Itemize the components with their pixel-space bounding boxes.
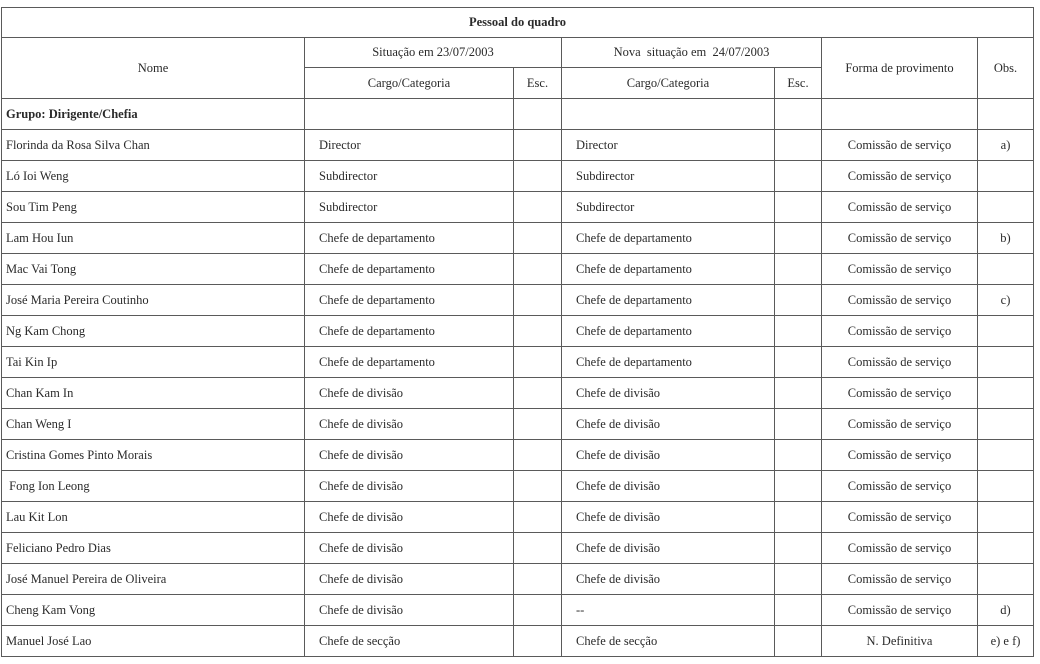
cell-obs: [978, 316, 1034, 347]
cell-cargo: Chefe de departamento: [305, 254, 514, 285]
cell-esc: [514, 440, 562, 471]
cell-novo-esc: [775, 285, 822, 316]
cell-nome: Cheng Kam Vong: [2, 595, 305, 626]
cell-forma: Comissão de serviço: [822, 533, 978, 564]
cell-novo-cargo: Chefe de divisão: [562, 409, 775, 440]
cell-cargo: Chefe de departamento: [305, 285, 514, 316]
cell-esc: [514, 130, 562, 161]
cell-obs: [978, 161, 1034, 192]
cell-obs: [978, 533, 1034, 564]
cell-cargo: Chefe de divisão: [305, 533, 514, 564]
cell-nome: Lam Hou Iun: [2, 223, 305, 254]
cell-obs: a): [978, 130, 1034, 161]
cell-esc: [514, 409, 562, 440]
cell-novo-cargo: Chefe de departamento: [562, 316, 775, 347]
table-row: [2, 347, 1034, 378]
cell-novo-cargo: Subdirector: [562, 192, 775, 223]
cell-esc: [514, 626, 562, 657]
table-row: [2, 378, 1034, 409]
cell-esc: [514, 564, 562, 595]
cell-forma: Comissão de serviço: [822, 564, 978, 595]
cell-nome: Feliciano Pedro Dias: [2, 533, 305, 564]
table-row: [2, 223, 1034, 254]
table-title: Pessoal do quadro: [2, 8, 1034, 38]
cell-cargo: Chefe de departamento: [305, 316, 514, 347]
table-row: [2, 285, 1034, 316]
cell-forma: Comissão de serviço: [822, 378, 978, 409]
cell-cargo: Chefe de divisão: [305, 378, 514, 409]
cell-nome: Lau Kit Lon: [2, 502, 305, 533]
cell-novo-cargo: Chefe de divisão: [562, 378, 775, 409]
cell-nome: Ng Kam Chong: [2, 316, 305, 347]
cell-nome: Mac Vai Tong: [2, 254, 305, 285]
cell-novo-cargo: Chefe de departamento: [562, 254, 775, 285]
cell-esc: [514, 161, 562, 192]
cell-esc: [514, 285, 562, 316]
cell-obs: [978, 254, 1034, 285]
cell-obs: [978, 502, 1034, 533]
table-row: [2, 471, 1034, 502]
cell-esc: [514, 254, 562, 285]
cell-esc: [514, 471, 562, 502]
cell-forma: Comissão de serviço: [822, 192, 978, 223]
cell-esc: [514, 533, 562, 564]
table-row: [2, 564, 1034, 595]
cell-novo-esc: [775, 626, 822, 657]
cell-forma: N. Definitiva: [822, 626, 978, 657]
cell-novo-esc: [775, 595, 822, 626]
cell-nome: Manuel José Lao: [2, 626, 305, 657]
table-row: [2, 192, 1034, 223]
cell-esc: [514, 192, 562, 223]
cell-forma: Comissão de serviço: [822, 409, 978, 440]
header-forma-provimento: Forma de provimento: [822, 38, 978, 99]
cell-novo-cargo: Chefe de departamento: [562, 347, 775, 378]
cell-obs: c): [978, 285, 1034, 316]
cell-forma: Comissão de serviço: [822, 254, 978, 285]
cell-nome: Ló Ioi Weng: [2, 161, 305, 192]
cell-nome: José Maria Pereira Coutinho: [2, 285, 305, 316]
table-row: [2, 254, 1034, 285]
cell-esc: [514, 595, 562, 626]
cell-novo-esc: [775, 316, 822, 347]
cell-novo-cargo: Chefe de secção: [562, 626, 775, 657]
header-obs: Obs.: [978, 38, 1034, 99]
cell-cargo: Subdirector: [305, 161, 514, 192]
cell-novo-esc: [775, 223, 822, 254]
cell-cargo: Chefe de divisão: [305, 471, 514, 502]
cell-novo-esc: [775, 378, 822, 409]
cell-novo-cargo: Chefe de divisão: [562, 533, 775, 564]
cell-obs: [978, 192, 1034, 223]
table-row: [2, 533, 1034, 564]
cell-novo-cargo: Chefe de departamento: [562, 285, 775, 316]
cell-forma: Comissão de serviço: [822, 161, 978, 192]
cell-nome: Tai Kin Ip: [2, 347, 305, 378]
cell-cargo: Chefe de departamento: [305, 223, 514, 254]
cell-forma: Comissão de serviço: [822, 347, 978, 378]
header-novo-esc: Esc.: [775, 68, 822, 99]
cell-novo-esc: [775, 440, 822, 471]
cell-cargo: Chefe de divisão: [305, 564, 514, 595]
cell-forma: Comissão de serviço: [822, 223, 978, 254]
header-nome: Nome: [2, 38, 305, 99]
cell-forma: Comissão de serviço: [822, 316, 978, 347]
cell-novo-esc: [775, 471, 822, 502]
cell-obs: e) e f): [978, 626, 1034, 657]
cell-nome: Chan Weng I: [2, 409, 305, 440]
cell-nome: Cristina Gomes Pinto Morais: [2, 440, 305, 471]
personnel-table: [1, 7, 1034, 657]
cell-cargo: Chefe de divisão: [305, 595, 514, 626]
cell-novo-cargo: Director: [562, 130, 775, 161]
cell-cargo: Director: [305, 130, 514, 161]
header-cargo: Cargo/Categoria: [305, 68, 514, 99]
cell-forma: Comissão de serviço: [822, 595, 978, 626]
cell-esc: [514, 347, 562, 378]
cell-esc: [514, 316, 562, 347]
header-esc: Esc.: [514, 68, 562, 99]
cell-nome: José Manuel Pereira de Oliveira: [2, 564, 305, 595]
cell-nome: Florinda da Rosa Silva Chan: [2, 130, 305, 161]
cell-forma: Comissão de serviço: [822, 130, 978, 161]
header-situacao: Situação em 23/07/2003: [305, 38, 562, 68]
cell-cargo: Subdirector: [305, 192, 514, 223]
cell-novo-esc: [775, 564, 822, 595]
cell-obs: [978, 471, 1034, 502]
cell-obs: [978, 378, 1034, 409]
table-row: [2, 409, 1034, 440]
cell-novo-esc: [775, 533, 822, 564]
cell-forma: Comissão de serviço: [822, 285, 978, 316]
cell-novo-esc: [775, 502, 822, 533]
cell-novo-esc: [775, 409, 822, 440]
header-novo-cargo: Cargo/Categoria: [562, 68, 775, 99]
cell-cargo: Chefe de departamento: [305, 347, 514, 378]
cell-obs: [978, 409, 1034, 440]
cell-cargo: Chefe de divisão: [305, 409, 514, 440]
cell-novo-cargo: Chefe de departamento: [562, 223, 775, 254]
cell-novo-esc: [775, 192, 822, 223]
cell-novo-esc: [775, 347, 822, 378]
cell-nome: Sou Tim Peng: [2, 192, 305, 223]
table-row: [2, 502, 1034, 533]
cell-novo-cargo: Subdirector: [562, 161, 775, 192]
cell-forma: Comissão de serviço: [822, 502, 978, 533]
cell-novo-cargo: Chefe de divisão: [562, 440, 775, 471]
cell-esc: [514, 502, 562, 533]
cell-novo-cargo: Chefe de divisão: [562, 471, 775, 502]
table-row: [2, 440, 1034, 471]
table-row: [2, 595, 1034, 626]
cell-cargo: Chefe de divisão: [305, 440, 514, 471]
cell-forma: Comissão de serviço: [822, 440, 978, 471]
cell-nome: Fong Ion Leong: [2, 471, 305, 502]
table-row: [2, 130, 1034, 161]
cell-novo-esc: [775, 130, 822, 161]
cell-novo-cargo: Chefe de divisão: [562, 564, 775, 595]
cell-forma: Comissão de serviço: [822, 471, 978, 502]
cell-novo-cargo: --: [562, 595, 775, 626]
cell-novo-esc: [775, 161, 822, 192]
header-nova-situacao: Nova situação em 24/07/2003: [562, 38, 822, 68]
cell-obs: d): [978, 595, 1034, 626]
cell-obs: [978, 347, 1034, 378]
cell-esc: [514, 223, 562, 254]
cell-obs: [978, 564, 1034, 595]
cell-cargo: Chefe de secção: [305, 626, 514, 657]
cell-esc: [514, 378, 562, 409]
table-row: [2, 161, 1034, 192]
cell-novo-esc: [775, 254, 822, 285]
cell-cargo: Chefe de divisão: [305, 502, 514, 533]
group-label: Grupo: Dirigente/Chefia: [2, 99, 305, 130]
table-row: [2, 626, 1034, 657]
cell-obs: b): [978, 223, 1034, 254]
cell-novo-cargo: Chefe de divisão: [562, 502, 775, 533]
cell-nome: Chan Kam In: [2, 378, 305, 409]
cell-obs: [978, 440, 1034, 471]
table-row: [2, 316, 1034, 347]
